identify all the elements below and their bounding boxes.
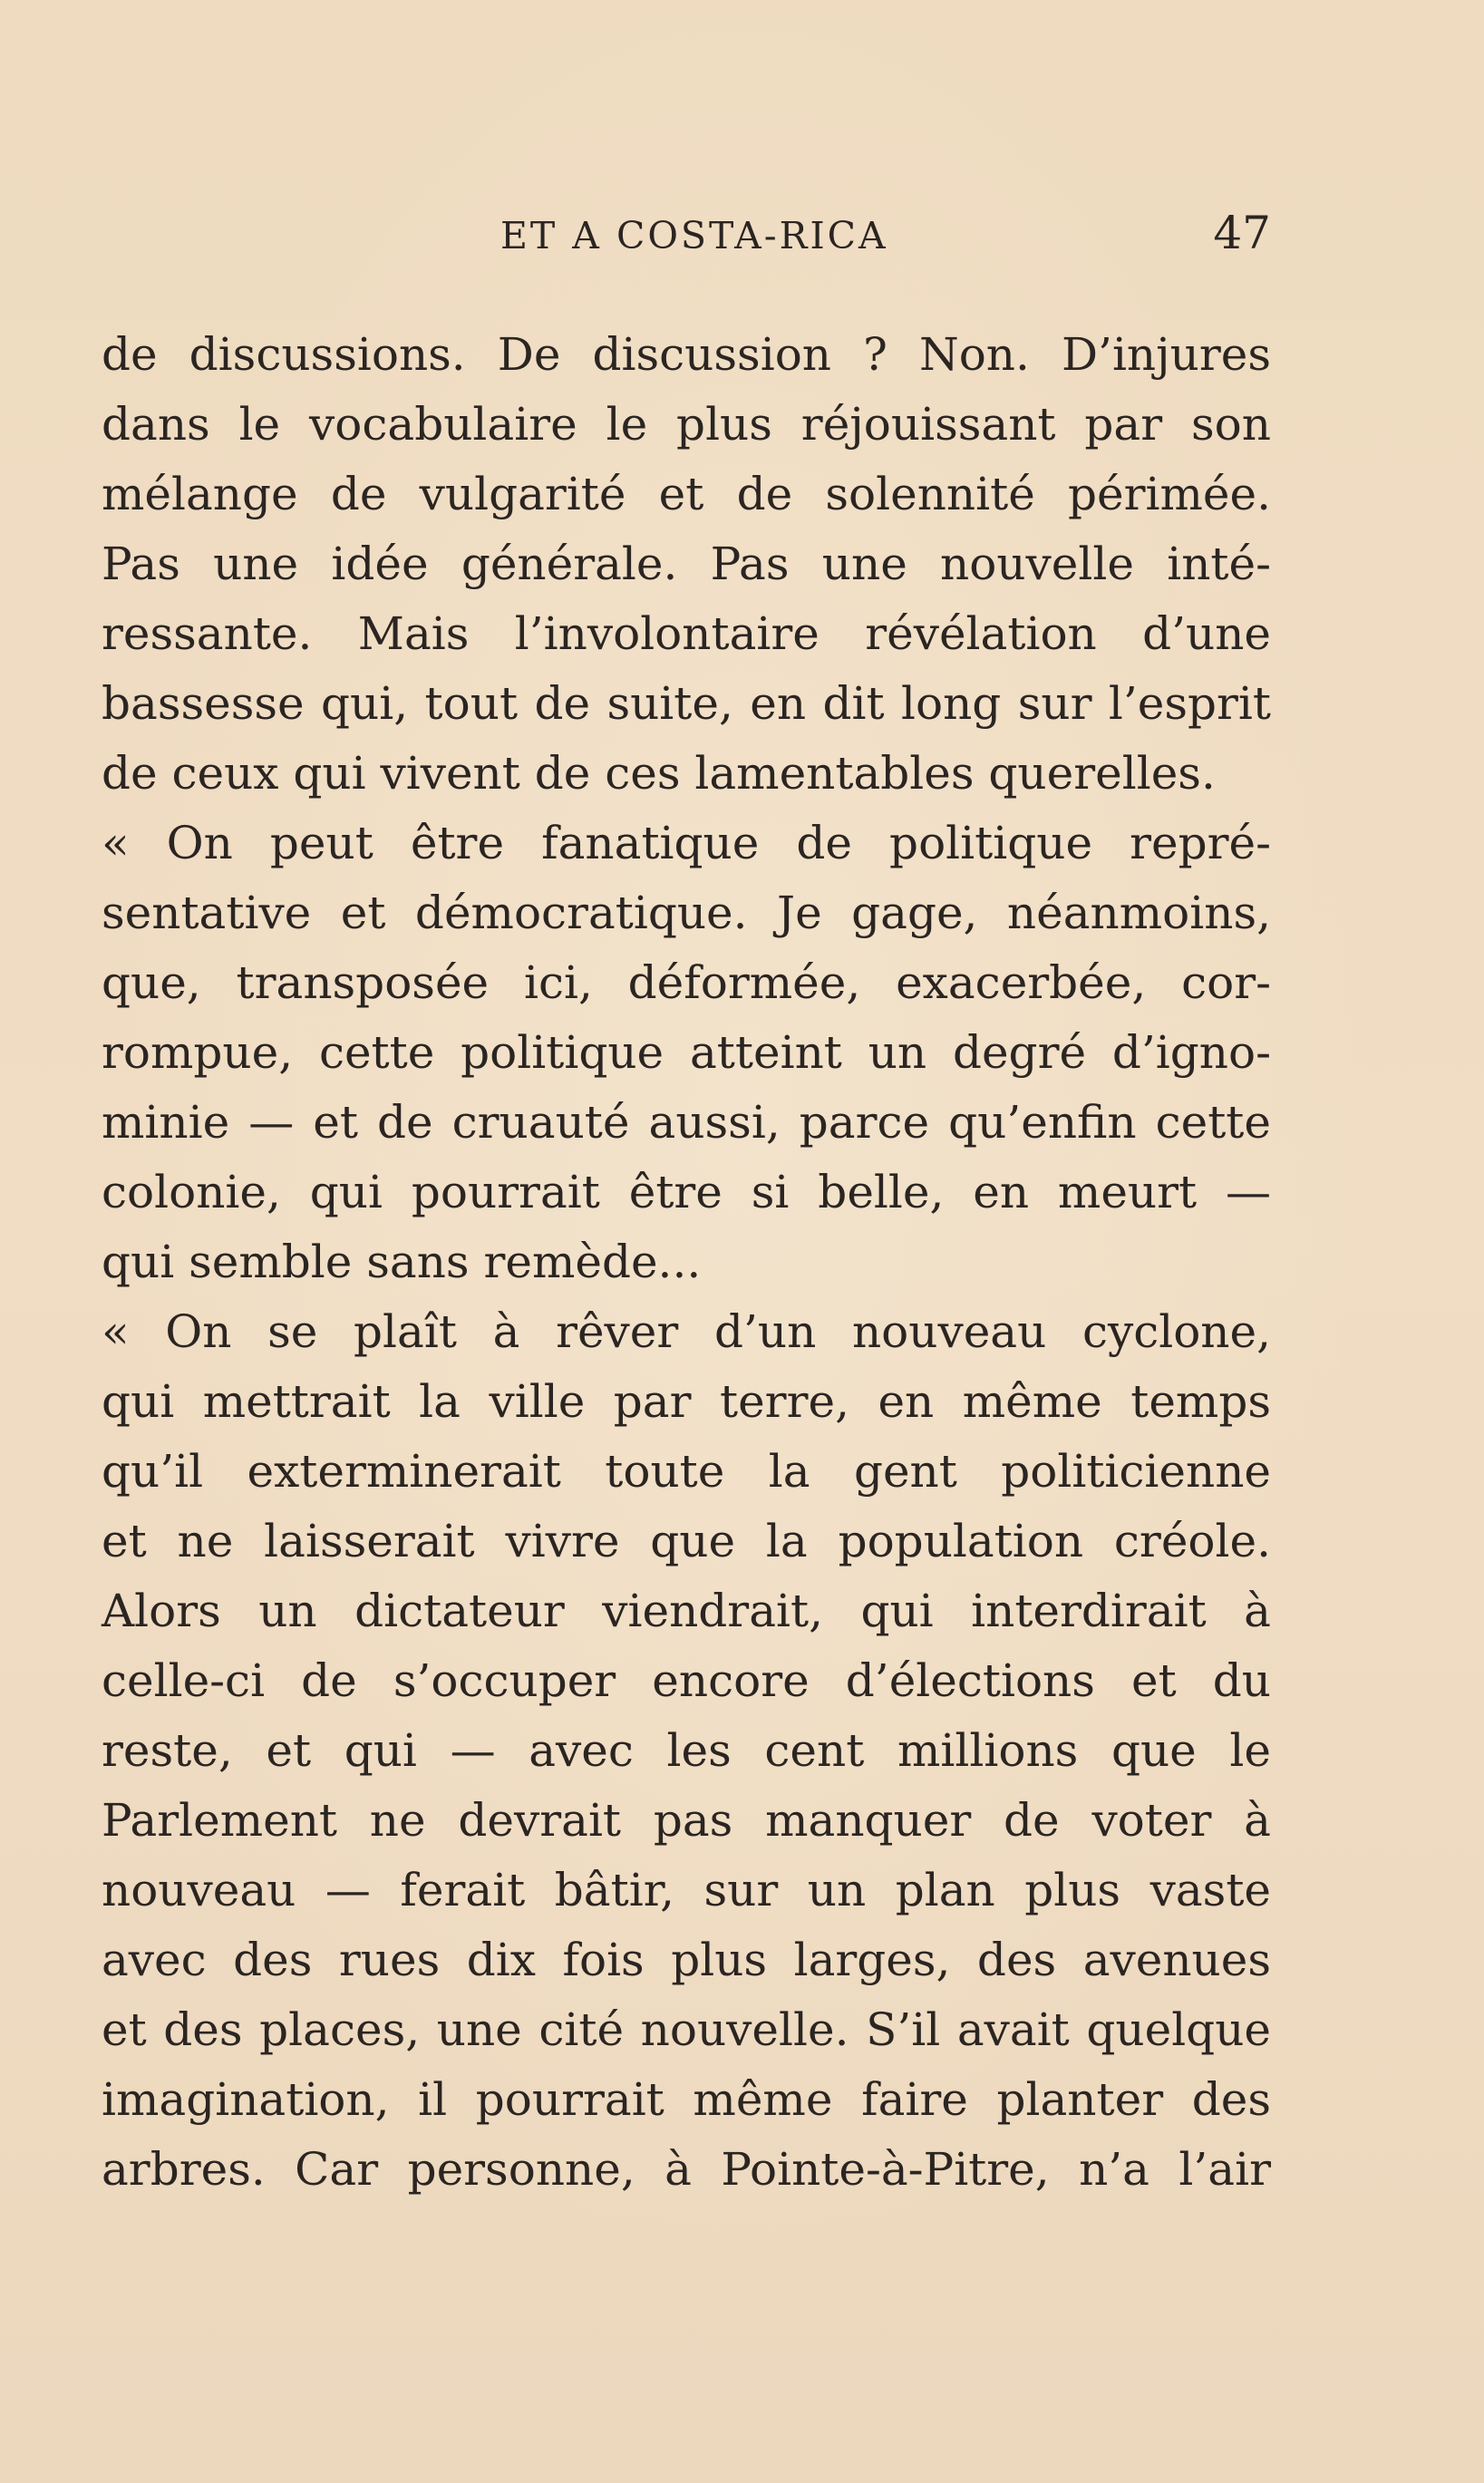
text-line: et des places, une cité nouvelle. S’il avait quelque — [102, 2003, 1271, 2056]
text-line: ressante. Mais l’involontaire révélation d’une — [102, 607, 1271, 660]
text-line: que, transposée ici, déformée, exacerbée, cor- — [102, 956, 1271, 1009]
text-line: reste, et qui — avec les cent millions que le — [102, 1724, 1271, 1777]
text-line: qui mettrait la ville par terre, en même temps — [102, 1375, 1271, 1428]
text-line: sentative et démocratique. Je gage, néanmoins, — [102, 887, 1271, 939]
text-line: « On peut être fanatique de politique repré- — [102, 817, 1271, 869]
text-line: dans le vocabulaire le plus réjouissant par son — [102, 398, 1271, 451]
text-line: avec des rues dix fois plus larges, des avenues — [102, 1934, 1271, 1986]
text-line: de discussions. De discussion ? Non. D’injures — [102, 328, 1271, 381]
text-line: Alors un dictateur viendrait, qui interdirait à — [102, 1585, 1271, 1637]
page-number: 47 — [1213, 207, 1271, 259]
text-line: celle-ci de s’occuper encore d’élections et du — [102, 1654, 1271, 1707]
body-text — [102, 320, 1271, 2205]
text-line: imagination, il pourrait même faire planter des — [102, 2073, 1271, 2126]
text-line: et ne laisserait vivre que la population créole. — [102, 1515, 1271, 1567]
text-line: « On se plaît à rêver d’un nouveau cyclone, — [102, 1305, 1271, 1358]
text-line: bassesse qui, tout de suite, en dit long sur l’esprit — [102, 677, 1271, 730]
text-line: Parlement ne devrait pas manquer de voter à — [102, 1794, 1271, 1847]
text-line: rompue, cette politique atteint un degré d’igno- — [102, 1026, 1271, 1079]
text-line: nouveau — ferait bâtir, sur un plan plus vaste — [102, 1864, 1271, 1916]
page-header — [102, 207, 1271, 270]
text-line: minie — et de cruauté aussi, parce qu’enfin cette — [102, 1096, 1271, 1149]
text-line: arbres. Car personne, à Pointe-à-Pitre, n’a l’air — [102, 2143, 1271, 2196]
text-line: de ceux qui vivent de ces lamentables querelles. — [102, 747, 1216, 800]
text-line: mélange de vulgarité et de solennité périmée. — [102, 468, 1271, 520]
running-head: ET A COSTA-RICA — [500, 214, 888, 257]
text-line: qui semble sans remède... — [102, 1236, 702, 1288]
text-line: colonie, qui pourrait être si belle, en meurt — — [102, 1166, 1271, 1218]
text-line: Pas une idée générale. Pas une nouvelle inté- — [102, 538, 1271, 590]
text-line: qu’il exterminerait toute la gent politicienne — [102, 1445, 1271, 1498]
